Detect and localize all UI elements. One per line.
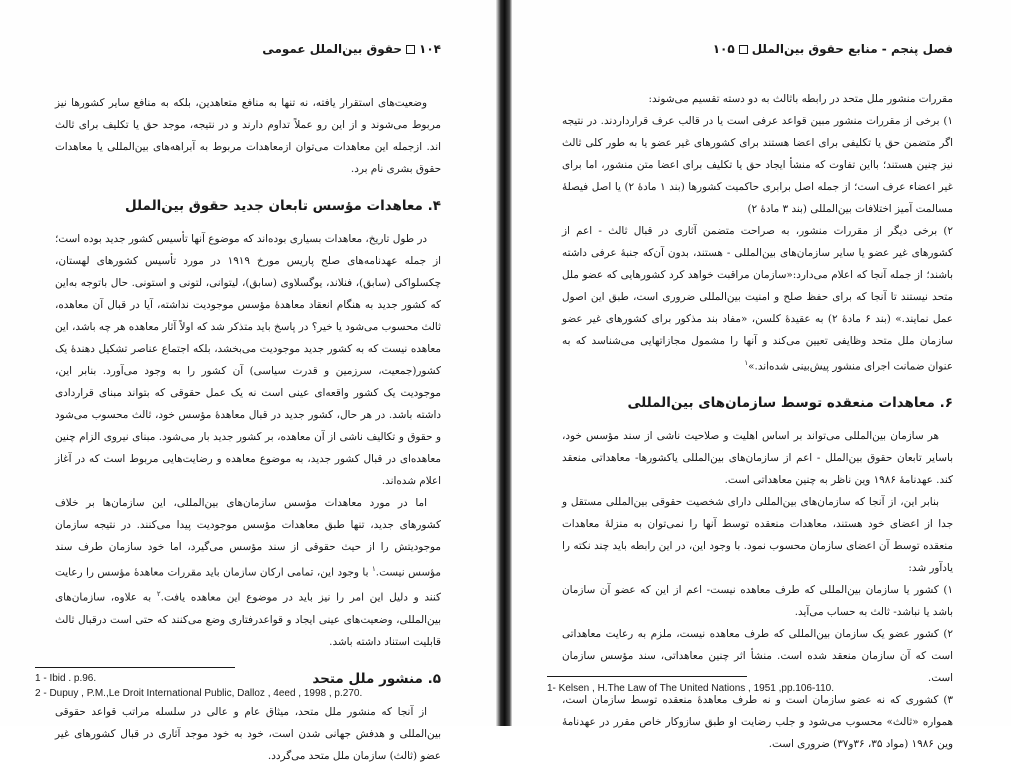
footnote-ref-2: ۲ bbox=[156, 590, 161, 599]
section-4-paragraph-1: در طول تاریخ، معاهدات بسیاری بوده‌اند که موضوع آنها تأسیس کشور جدید بوده است؛ از جمله عهدنامه‌های صلح پاریس مورخ ۱۹۱۹ در مورد تأسیس کشورهای لهستان، چکسلواکی (سابق)، فنلاند، یوگسلاوی (سابق)، لیتوانی، لتونی و استونی. حال باتوجه به‌این که کشور جدید به هنگام انعقاد معاهدهٔ مؤسس موجودیت نداشته، آیا در قبال آن معاهده، ثالث محسوب می‌شود یا خیر؟ در پاسخ باید متذکر شد که اولاً آثار معاهده هر چه باشد، این معاهده نیست که به کشور جدید موجودیت می‌بخشد، بلکه اجتماع عناصر تشکیل دهندهٔ یک کشور(جمعیت، سرزمین و قدرت سیاسی) آن کشور را به وجود می‌آورد. بنابر این، موجودیت یک کشور واقعه‌ای عینی است نه یک عمل حقوقی که بتواند مبنای قراردادی داشته باشد. در هر حال، کشور جدید در قبال معاهدهٔ مؤسس خود، ثالث محسوب می‌شود و حقوق و تکالیف ناشی از آن معاهده، بر کشور جدید بار می‌شود. مبنای نیروی الزام چنین معاهده‌ای در قبال کشور جدید، به موضوع معاهده و رضایت‌هایی مربوط است که در آغاز اعلام شده‌اند. bbox=[55, 233, 441, 487]
list-item-1: ۱) برخی از مقررات منشور مبین قواعد عرفی است یا در قالب عرف قرارداردند. در نتیجه اگر متضمن حق یا تکلیفی برای اعضا هستند برای کشورهای غیر عضو یا به طور کلی ثالث نیز چنین هستند؛ بااین تفاوت که منشأ ایجاد حق یا تکلیف برای اعضا متن منشور، اما برای غیر اعضاء عرف است؛ از جمله اصل برابری حاکمیت کشورها (بند ۱ مادهٔ ۲) یا اصل فیصلهٔ مسالمت آمیز اختلافات بین‌المللی (بند ۳ مادهٔ ۲) bbox=[562, 115, 953, 215]
section-6-paragraph-1: هر سازمان بین‌المللی می‌تواند بر اساس اهلیت و صلاحیت ناشی از سند مؤسس خود، باسایر تابعان حقوق بین‌الملل - اعم از سازمان‌های بین‌المللی یاکشورها- معاهداتی منعقد کند. عهدنامهٔ ۱۹۸۶ وین ناظر به چنین معاهداتی است. bbox=[562, 430, 953, 487]
section-4-paragraph-2 bbox=[55, 492, 441, 653]
list-item-2-text: ۲) برخی دیگر از مقررات منشور، به صراحت متضمن آثاری در قبال ثالث - اعم از کشورهای غیر عضو یا سایر سازمان‌های بین‌المللی - هستند، بدون آن‌که جنبهٔ عرفی داشته باشند؛ از جمله آنجا که اعلام می‌دارد:«سازمان مراقبت خواهد کرد کشورهایی که عضو ملل متحد نیستند تا آنجا که برای حفظ صلح و امنیت بین‌المللی ضروری است، طبق این اصول عمل نمایند.» (بند ۶ مادهٔ ۲) به عقیدهٔ کلسن، «مفاد بند مذکور برای کشورهای غیر عضو سازمان ملل متحد وظایفی تعیین می‌کند و آنها را مشمول مجازاتهایی می‌شناسد که به عنوان ضمانت اجرای منشور پیش‌بینی شده‌اند.» bbox=[562, 225, 953, 373]
sub-item-1: ۱) کشور یا سازمان بین‌المللی که طرف معاهده نیست- اعم از این که عضو آن سازمان باشد یا نباشد- ثالث به حساب می‌آید. bbox=[562, 584, 953, 619]
right-page-body bbox=[562, 88, 953, 755]
footnote-ref-kelsen: ۱ bbox=[744, 359, 749, 367]
section-4-p2-text-c: به علاوه، سازمان‌های بین‌المللی، وضعیت‌های عینی ایجاد و قواعدرفتاری وضع می‌کنند که حتی است درقبال ثالث قابلیت استناد داشته باشد. bbox=[55, 591, 441, 648]
footnote-ref-1: ۱ bbox=[372, 565, 376, 573]
left-page-number: ۱۰۴ bbox=[419, 42, 441, 56]
section-4-p2-text-b: با وجود این، تمامی ارکان سازمان باید مقررات معاهدهٔ مؤسس را رعایت کنند و دلیل این امر را نیز باید در موضوع این معاهده یافت. bbox=[55, 566, 442, 604]
section-4-heading: ۴. معاهدات مؤسس تابعان جدید حقوق بین‌الملل bbox=[125, 198, 441, 214]
left-running-title: حقوق بین‌الملل عمومی bbox=[262, 42, 403, 56]
footnote-1: 1 - Ibid . p.96. bbox=[35, 673, 97, 684]
left-running-head bbox=[262, 42, 441, 56]
section-5-paragraph-1: از آنجا که منشور ملل متحد، میثاق عام و عالی در سلسله مراتب قواعد حقوقی بین‌المللی و هدفش جهانی شدن است، خود به خود موجد آثاری در قبال کشورهای غیر عضو (ثالث) سازمان ملل متحد می‌گردد. bbox=[55, 705, 441, 762]
right-footnote-rule bbox=[547, 676, 747, 677]
right-page bbox=[512, 0, 1011, 751]
list-item-2 bbox=[562, 220, 953, 377]
right-page-number: ۱۰۵ bbox=[712, 42, 735, 56]
section-4-p2-text-a: اما در مورد معاهدات مؤسس سازمان‌های بین‌المللی، این سازمان‌ها بر خلاف کشورهای جدید، تنها طبق معاهدات مؤسس موجودیت پیدا می‌کنند. در نتیجه سازمان موجودیتش را از حیث حقوقی از سند مؤسس می‌گیرد، اما خود سازمان طرف سند مؤسس نیست. bbox=[55, 497, 441, 579]
section-5-heading: ۵. منشور ملل متحد bbox=[312, 670, 441, 687]
right-running-title: فصل پنجم - منابع حقوق بین‌الملل bbox=[751, 42, 953, 56]
left-intro-paragraph: وضعیت‌های استقرار یافته، نه تنها به منافع متعاهدین، بلکه به منافع سایر کشورها نیز مربوط می‌شوند و از این رو عملاً تداوم دارند و در نتیجه، موجد حق یا تکلیف برای ثالث اند. ازجمله این معاهدات می‌توان ازمعاهدات مربوط به آبراهه‌های بین‌المللی یا معاهدات حقوق بشری نام برد. bbox=[55, 97, 441, 175]
section-6-heading: ۶. معاهدات منعقده توسط سازمان‌های بین‌المللی bbox=[627, 395, 953, 412]
right-running-head bbox=[713, 42, 953, 56]
sub-item-3: ۳) کشوری که نه عضو سازمان است و نه طرف معاهدهٔ منعقده توسط سازمان است، همواره «ثالث» محسوب می‌شود و جلب رضایت او طبق سازوکار خاص مقرر در عهدنامهٔ وین ۱۹۸۶ (مواد ۳۵، ۳۶و۳۷) ضروری است. bbox=[562, 694, 953, 751]
left-footnotes bbox=[35, 671, 362, 701]
footnote-kelsen: 1- Kelsen , H.The Law of The United Nations , 1951 ,pp.106-110. bbox=[547, 683, 835, 694]
sub-item-2: ۲) کشور عضو یک سازمان بین‌المللی که طرف معاهده نیست، ملزم به رعایت معاهداتی است که آن سازمان منعقد شده است. منشأ اثر چنین معاهداتی، سند مؤسس سازمان است. bbox=[562, 628, 953, 685]
left-footnote-rule bbox=[35, 667, 235, 668]
box-glyph-icon bbox=[406, 45, 415, 54]
right-intro-line: مقررات منشور ملل متحد در رابطه باثالث به دو دسته تقسیم می‌شوند: bbox=[648, 93, 953, 105]
section-6-paragraph-2: بنابر این، از آنجا که سازمان‌های بین‌المللی دارای شخصیت حقوقی بین‌المللی مستقل و جدا از اعضای خود هستند، معاهدات منعقده توسط آنها را نمی‌توان به منزلهٔ معاهدات منعقده توسط آن اعضای سازمان محسوب نمود. با وجود این، در این رابطه باید چند نکته را یادآور شد: bbox=[562, 496, 953, 575]
box-glyph-icon bbox=[739, 45, 748, 54]
left-page-body bbox=[55, 92, 441, 767]
right-footnotes bbox=[547, 681, 834, 696]
left-page bbox=[0, 0, 496, 762]
book-spine bbox=[496, 0, 512, 726]
footnote-2: 2 - Dupuy , P.M.,Le Droit International Public, Dalloz , 4eed , 1998 , p.270. bbox=[35, 688, 363, 699]
